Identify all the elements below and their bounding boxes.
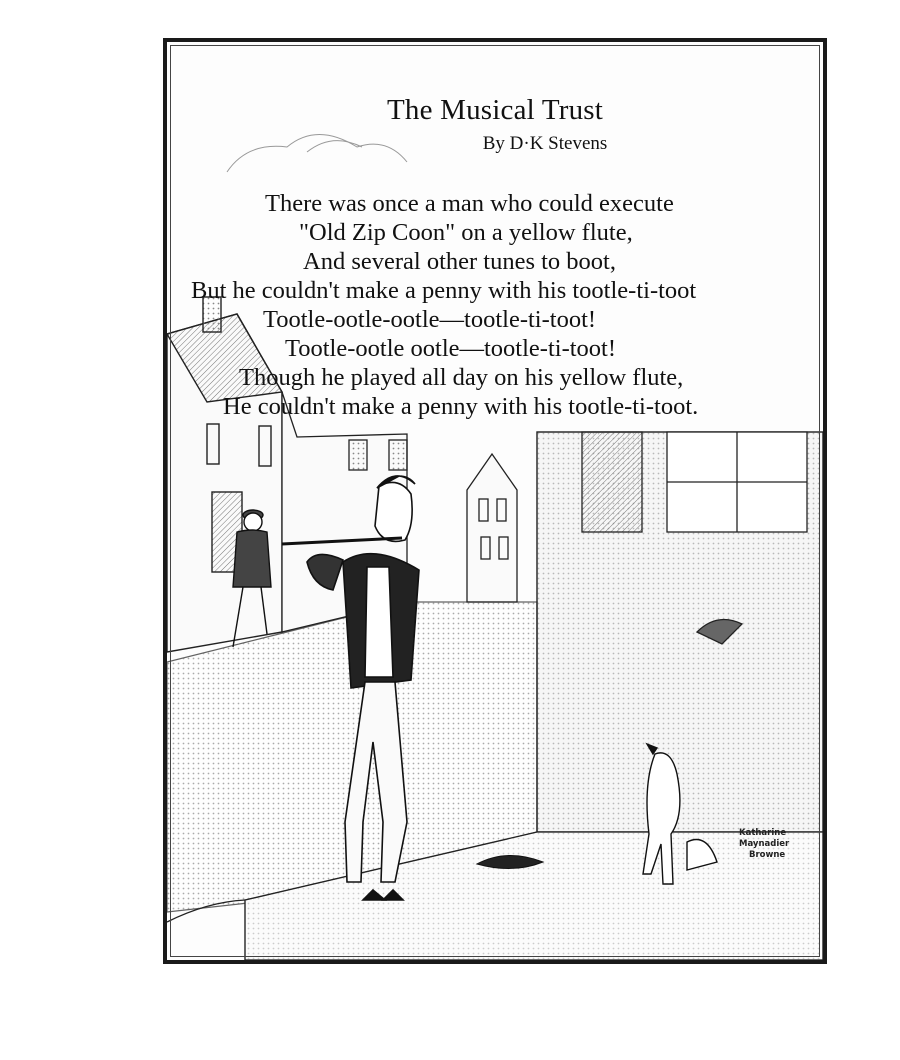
signature-line: Katharine xyxy=(739,828,787,838)
artist-signature xyxy=(739,828,819,861)
poem-line: He couldn't make a penny with his tootle-ti-toot. xyxy=(223,393,699,420)
poem-line: Tootle-ootle-ootle—tootle-ti-toot! xyxy=(263,306,597,333)
poem-line: Tootle-ootle ootle—tootle-ti-toot! xyxy=(285,335,617,362)
inner-frame-line xyxy=(170,45,820,957)
poem-line: Though he played all day on his yellow flute, xyxy=(239,364,684,391)
illustration-frame xyxy=(163,38,827,964)
poem-title: The Musical Trust xyxy=(386,94,604,126)
poem-line: There was once a man who could execute xyxy=(265,190,674,217)
poem-line: And several other tunes to boot, xyxy=(303,248,616,275)
poem-line: But he couldn't make a penny with his tootle-ti-toot xyxy=(191,277,697,304)
signature-line: Browne xyxy=(749,850,786,860)
poem-byline: By D·K Stevens xyxy=(482,133,608,154)
signature-line: Maynadier xyxy=(739,839,790,849)
poem-line: "Old Zip Coon" on a yellow flute, xyxy=(299,219,633,246)
